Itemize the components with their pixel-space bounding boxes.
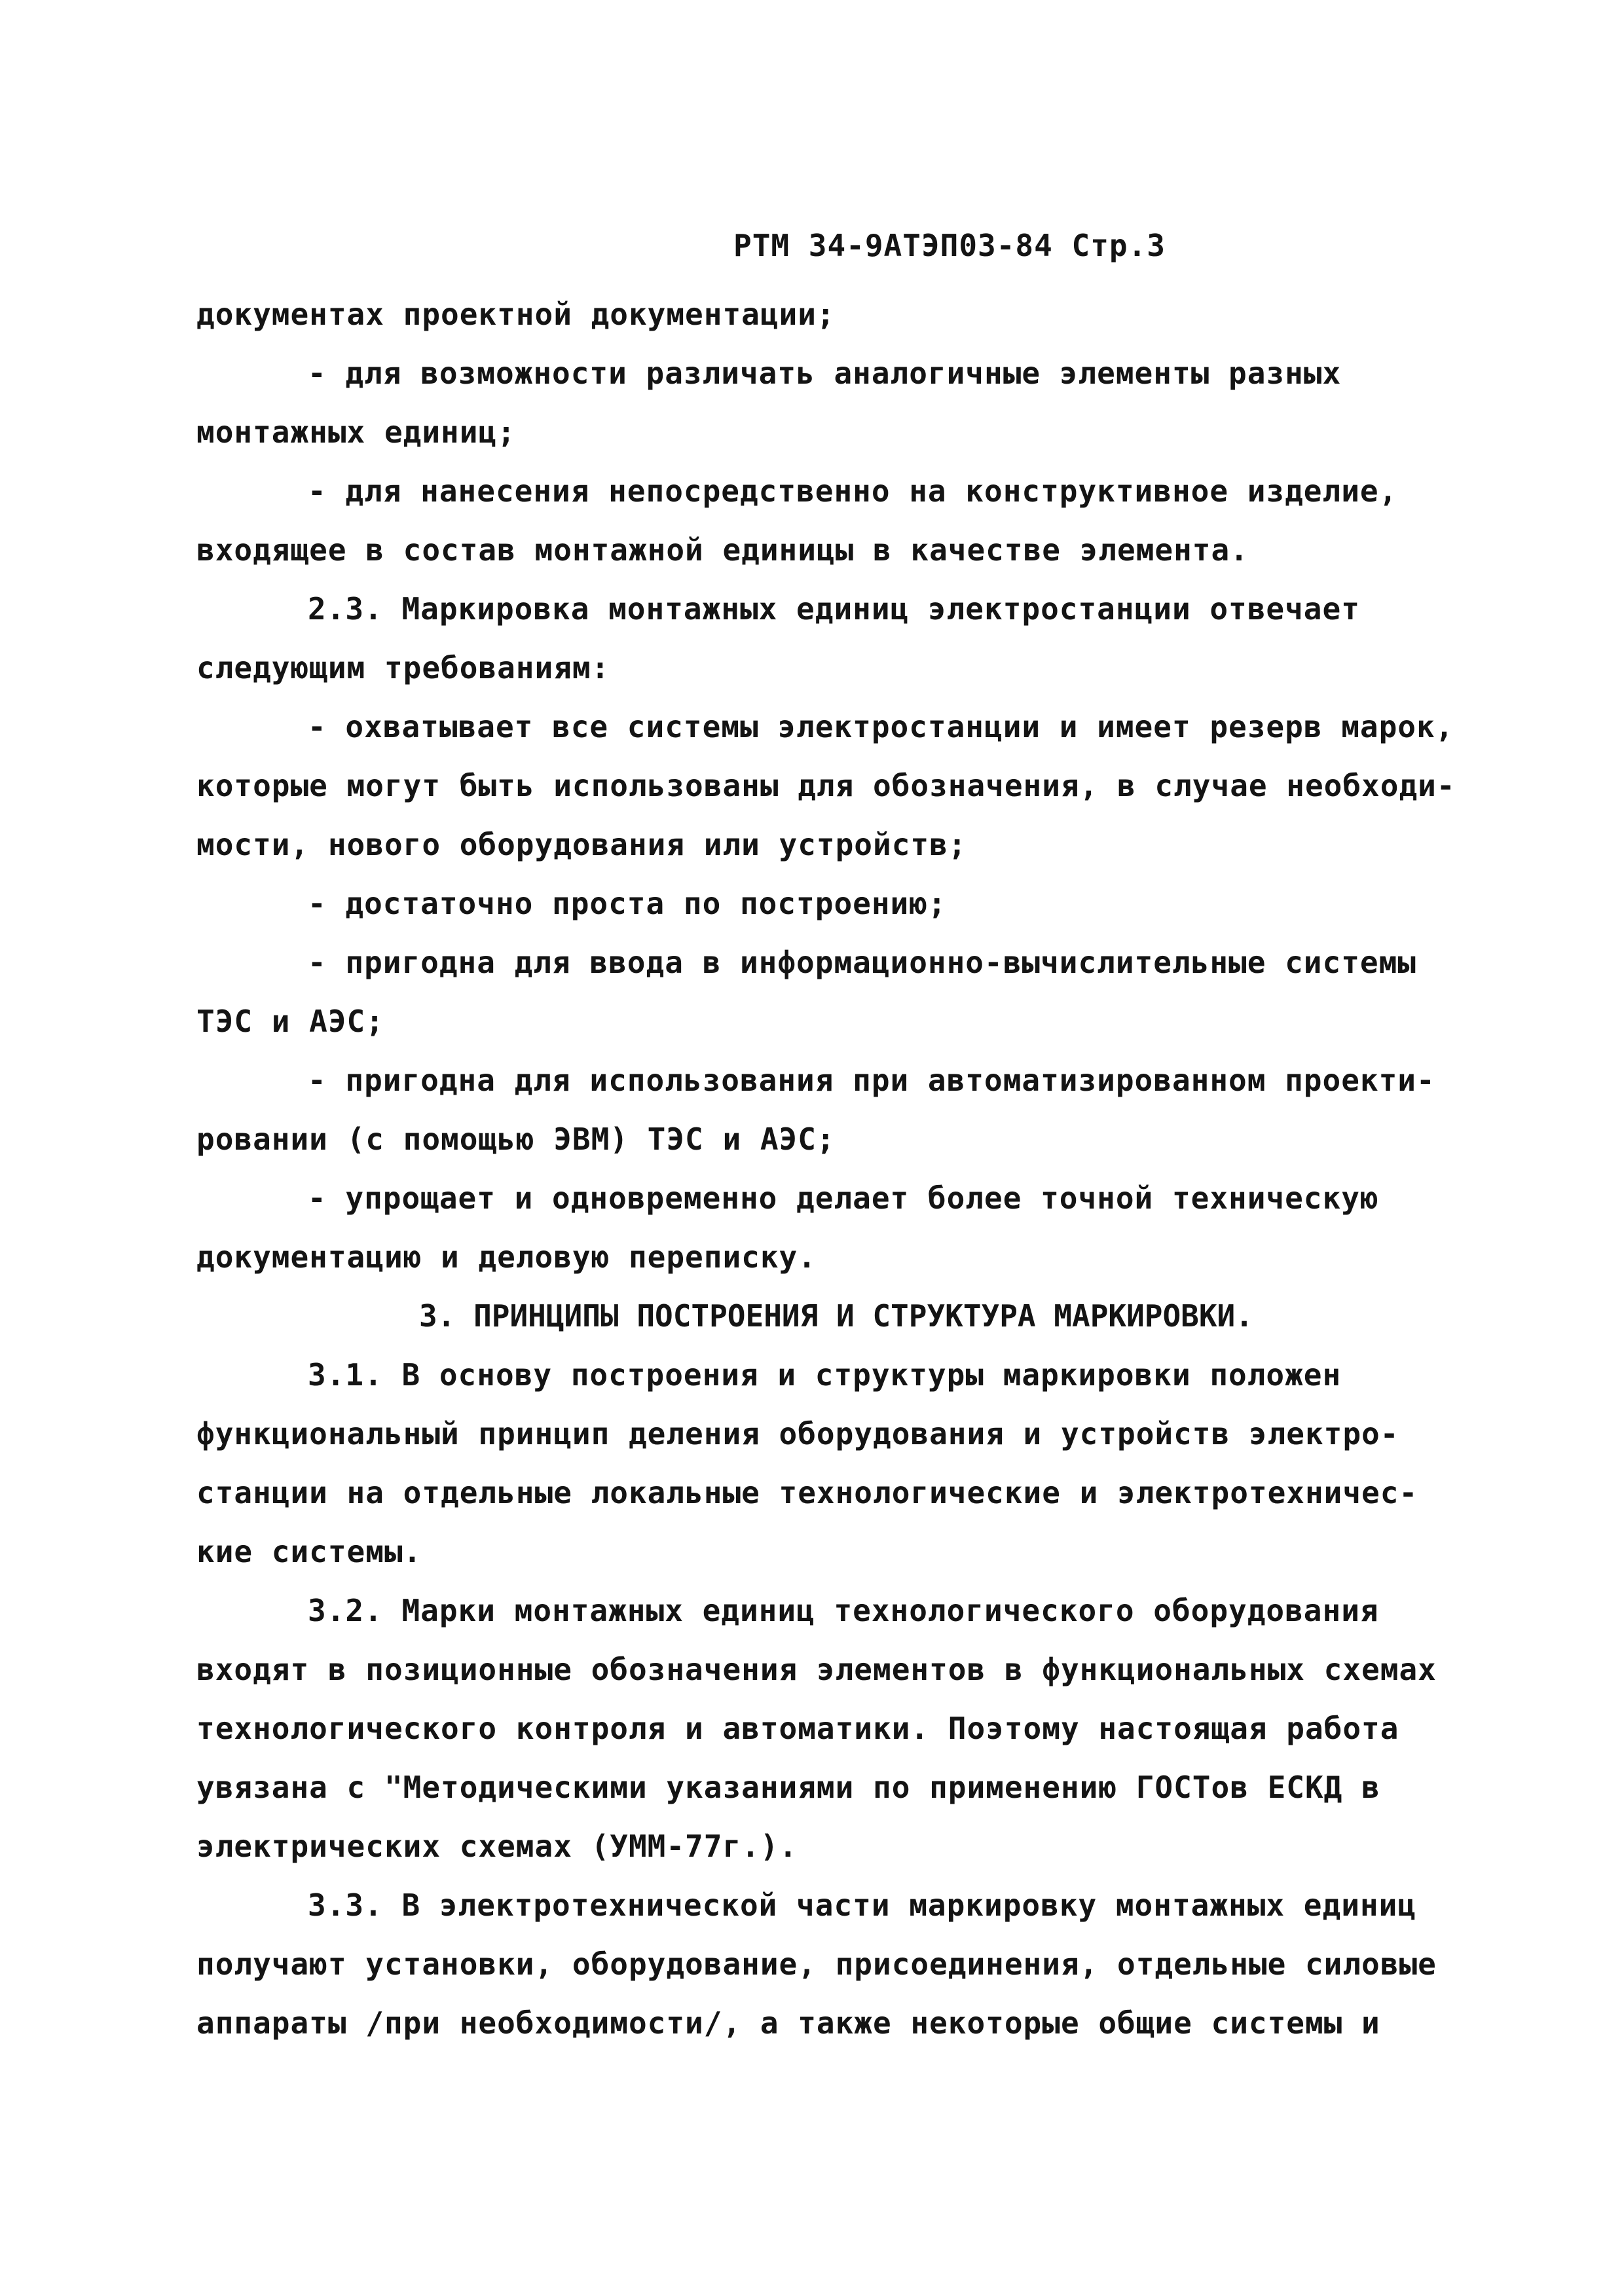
page-header: РТМ 34-9АТЭП03-84 Стр.3 [733,228,1166,263]
text-line: которые могут быть использованы для обозначения, в случае необходи- [196,768,1456,803]
text-line: 3.2. Марки монтажных единиц технологического оборудования [308,1593,1379,1628]
text-line: - для возможности различать аналогичные элементы разных [308,355,1342,391]
text-line: ровании (с помощью ЭВМ) ТЭС и АЭС; [196,1121,836,1157]
text-line: 2.3. Маркировка монтажных единиц электростанции отвечает [308,591,1360,627]
text-line: 3.3. В электротехнической части маркировку монтажных единиц [308,1887,1416,1923]
text-line: электрических схемах (УММ-77г.). [196,1829,798,1864]
text-line: аппараты /при необходимости/, а также некоторые общие системы и [196,2005,1380,2041]
text-line: следующим требованиям: [196,650,610,685]
text-line: 3.1. В основу построения и структуры маркировки положен [308,1357,1342,1393]
text-line: - достаточно проста по построению; [308,886,947,921]
text-line: увязана с "Методическими указаниями по применению ГОСТов ЕСКД в [196,1770,1380,1805]
text-line: кие системы. [196,1534,422,1569]
text-line: монтажных единиц; [196,414,516,450]
section-heading: 3. ПРИНЦИПЫ ПОСТРОЕНИЯ И СТРУКТУРА МАРКИРОВКИ. [419,1298,1253,1334]
text-line: - охватывает все системы электростанции и имеет резерв марок, [308,709,1454,744]
text-line: - пригодна для ввода в информационно-вычислительные системы [308,945,1416,980]
text-line: ТЭС и АЭС; [196,1004,384,1039]
text-line: - пригодна для использования при автоматизированном проекти- [308,1063,1435,1098]
text-line: станции на отдельные локальные технологические и электротехничес- [196,1475,1418,1510]
text-line: - для нанесения непосредственно на конструктивное изделие, [308,473,1398,509]
text-line: документах проектной документации; [196,297,836,332]
text-line: функциональный принцип деления оборудования и устройств электро- [196,1416,1399,1451]
text-line: технологического контроля и автоматики. Поэтому настоящая работа [196,1711,1399,1746]
text-line: входящее в состав монтажной единицы в качестве элемента. [196,532,1249,568]
text-line: входят в позиционные обозначения элементов в функциональных схемах [196,1652,1437,1687]
text-line: получают установки, оборудование, присоединения, отдельные силовые [196,1946,1437,1982]
text-line: мости, нового оборудования или устройств; [196,827,967,862]
text-line: документацию и деловую переписку. [196,1239,817,1275]
text-line: - упрощает и одновременно делает более точной техническую [308,1180,1379,1216]
